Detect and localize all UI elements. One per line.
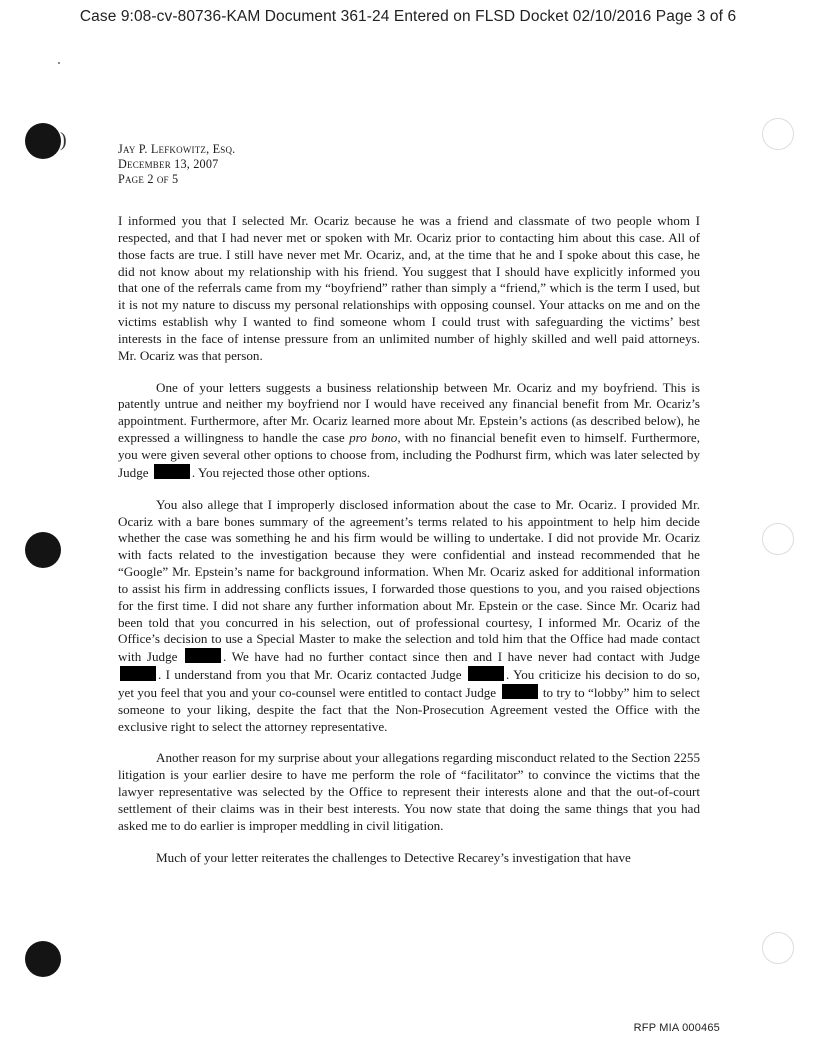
paragraph-4: Another reason for my surprise about your allegations regarding misconduct related to the Section 2255 litigation is your earlier desire to have me perform the role of “facilitator” to convince the victims that the lawyer representative was selected by the Office to represent their interests alone and that the out-of-court settlement of their claims was in their best interests. You now state that doing the same things that you had asked me to do earlier is improper meddling in civil litigation.	[118, 750, 700, 833]
heading-addressee: Jay P. Lefkowitz, Esq.	[118, 142, 236, 156]
redaction-box	[154, 464, 190, 479]
hole-punch-top	[25, 123, 61, 159]
paragraph-3-text-d: . You criticize his decision to do so, yet you feel that you and your co-counsel were entitled to contact Judge	[118, 667, 700, 700]
paragraph-2-text-a: One of your letters suggests a business relationship between Mr. Ocariz and my boyfriend. This is patently untrue and neither my boyfriend nor I would have received any financial benefit from Mr. Ocariz’s appointment. Furthermore, after Mr. Ocariz learned more about Mr. Epstein’s actions (as described below), he expressed a willingness to handle the case	[118, 379, 700, 446]
italic-pro-bono: pro bono	[349, 430, 398, 446]
paragraph-3-text-c: . I understand from you that Mr. Ocariz contacted Judge	[158, 667, 462, 683]
hole-punch-ghost-bottom	[762, 932, 794, 964]
paragraph-2-text-c: . You rejected those other options.	[191, 464, 371, 480]
heading-date: December 13, 2007	[118, 157, 219, 171]
scan-bracket-mark: )	[60, 129, 67, 151]
paragraph-3-text-a: You also allege that I improperly disclosed information about the case to Mr. Ocariz. I provided Mr. Ocariz with a bare bones summary of the agreement’s terms related to his appointment to help him decide whether the case was something he and his firm would be willing to undertake. I did not provide Mr. Ocariz with facts related to the investigation because they were confidential and instead recommended that he “Google” Mr. Epstein’s name for background information. When Mr. Ocariz asked for additional information to assist his firm in addressing conflicts issues, I forwarded those questions to you, and you raised objections for the first time. I did not share any further information about Mr. Epstein or the case. Since Mr. Ocariz had been told that you concurred in his selection, out of professional courtesy, I informed Mr. Ocariz of the Office’s decision to use a Special Master to make the selection and told him that the Office had made contact with Judge	[118, 496, 700, 665]
scan-speck	[58, 62, 60, 64]
redaction-box	[185, 648, 221, 663]
docket-header: Case 9:08-cv-80736-KAM Document 361-24 Entered on FLSD Docket 02/10/2016 Page 3 of 6	[79, 8, 737, 25]
hole-punch-middle	[25, 532, 61, 568]
bates-number: RFP MIA 000465	[633, 1022, 720, 1034]
letter-heading	[118, 142, 235, 187]
redaction-box	[120, 666, 156, 681]
paragraph-5: Much of your letter reiterates the challenges to Detective Recarey’s investigation that have	[156, 849, 631, 865]
hole-punch-bottom	[25, 941, 61, 977]
paragraph-1: I informed you that I selected Mr. Ocariz because he was a friend and classmate of two people whom I respected, and that I had never met or spoken with Mr. Ocariz prior to contacting him about this case. All of those facts are true. I still have never met Mr. Ocariz, and, at the time that he and I spoke about this case, he did not know about my relationship with his friend. You suggest that I should have explicitly informed you that one of the referrals came from my “boyfriend” rather than simply a “friend,” which is the term I used, but it is not my nature to discuss my personal relationships with opposing counsel. Your attacks on me and on the victims establish why I wanted to find someone whom I could trust with safeguarding the victims’ best interests in the face of intense pressure from an unlimited number of highly skilled and well paid attorneys. Mr. Ocariz was that person.	[118, 213, 700, 363]
paragraph-3-text-b: . We have had no further contact since then and I have never had contact with Judge	[223, 649, 700, 665]
paragraph-2-text-b: , with no financial benefit even to himself. Furthermore, you were given several other options to choose from, including the Podhurst firm, which was later selected by Judge	[118, 430, 700, 480]
heading-page: Page 2 of 5	[118, 172, 179, 186]
paragraph-3-text-e: to try to “lobby” him to select someone to your liking, despite the fact that the Non-Prosecution Agreement vested the Office with the exclusive right to select the attorney representative.	[118, 684, 700, 734]
redaction-box	[468, 666, 504, 681]
hole-punch-ghost-middle	[762, 523, 794, 555]
redaction-box	[502, 684, 538, 699]
letter-body	[118, 213, 700, 882]
paragraph-2	[118, 380, 700, 482]
paragraph-3	[118, 497, 700, 736]
hole-punch-ghost-top	[762, 118, 794, 150]
